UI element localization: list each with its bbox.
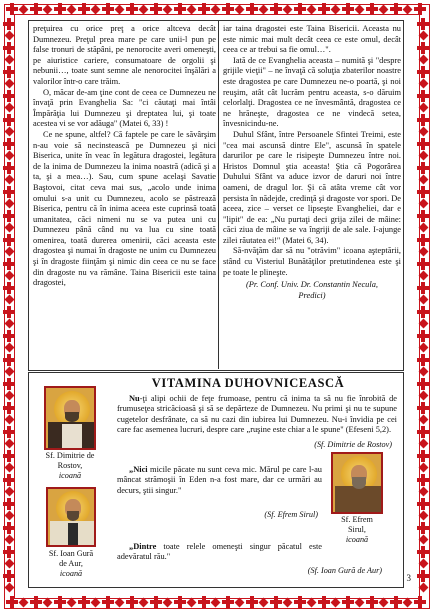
border-cross-ornament: [3, 306, 15, 318]
border-cross-ornament: [414, 3, 426, 15]
border-cross-ornament: [417, 306, 429, 318]
border-cross-ornament: [417, 498, 429, 510]
signature-line: Predici): [298, 290, 326, 300]
border-cross-ornament: [126, 596, 138, 608]
border-cross-ornament: [78, 596, 90, 608]
article-right-column: [223, 24, 401, 367]
border-cross-ornament: [126, 3, 138, 15]
quote-text: [117, 542, 322, 563]
border-cross-ornament: [150, 596, 162, 608]
border-cross-ornament: [246, 3, 258, 15]
article-paragraph: Ce ne spune, altfel? Că faptele pe care le săvârşim n-au voie să necinstească pe Dumnezeu şi nici Biserica, unite în veac în legătura dragostei, legătura de la inima de Dumnezeu la inima noastră (adică şi a ta, şi a mea…). Sau, cum spune acelaşi Savatie Baştovoi, citat ceva mai sus, „acolo unde inima omului s-a unit cu Dumnezeu, acolo se păstrează Biserica, pentru că în inima aceea este cuprinsă toată umanitatea, căci nimeni nu se va putea uni cu Dumnezeu până când nu va lua cu sine toată omenirea, toată durerea omenirii, căci aceasta este dragostea şi numai în dragoste ne unim cu Dumnezeu şi în dragoste fiinţăm şi nimic din ceea ce nu se face din dragoste nu va rămâne. Taina Bisericii este taina dragostei,: [33, 129, 216, 288]
border-cross-ornament: [198, 596, 210, 608]
border-cross-ornament: [3, 354, 15, 366]
caption-icon-label: icoană: [345, 535, 369, 544]
border-cross-ornament: [414, 596, 426, 608]
border-cross-ornament: [417, 138, 429, 150]
border-cross-ornament: [417, 354, 429, 366]
border-cross-ornament: [3, 234, 15, 246]
border-cross-ornament: [417, 90, 429, 102]
border-cross-ornament: [417, 42, 429, 54]
quote-attribution: (Sf. Efrem Sirul): [264, 510, 318, 519]
border-cross-ornament: [6, 3, 18, 15]
border-cross-ornament: [417, 234, 429, 246]
border-cross-ornament: [3, 546, 15, 558]
border-cross-ornament: [3, 258, 15, 270]
border-cross-ornament: [3, 498, 15, 510]
border-cross-ornament: [417, 426, 429, 438]
border-cross-ornament: [417, 522, 429, 534]
quote-attribution: (Sf. Ioan Gură de Aur): [307, 566, 382, 575]
border-cross-ornament: [417, 258, 429, 270]
quote-lead-word: „Dintre: [129, 542, 157, 551]
border-cross-ornament: [294, 596, 306, 608]
border-cross-ornament: [150, 3, 162, 15]
section-title: VITAMINA DUHOVNICEASCĂ: [151, 376, 345, 390]
saint-dimitrie-icon: [44, 386, 96, 450]
quote-lead-word: „Nici: [129, 465, 148, 474]
caption-saint-name: de Aur,: [59, 559, 83, 568]
saint-efrem-icon: [331, 452, 383, 514]
border-cross-ornament: [102, 3, 114, 15]
border-cross-ornament: [390, 596, 402, 608]
caption-icon-label: icoană: [58, 471, 82, 480]
border-cross-ornament: [342, 3, 354, 15]
border-cross-ornament: [3, 114, 15, 126]
border-cross-ornament: [222, 3, 234, 15]
border-cross-ornament: [417, 546, 429, 558]
border-cross-ornament: [318, 596, 330, 608]
border-cross-ornament: [417, 378, 429, 390]
icon-caption: [326, 515, 388, 545]
border-cross-ornament: [3, 186, 15, 198]
article-paragraph: Să-nvăţăm dar să nu "otrăvim" icoana aşteptării, stând cu Visteriul Bunătăţilor pretutindenea este şi pe toate le plineşte.: [223, 246, 401, 277]
border-cross-ornament: [417, 402, 429, 414]
border-cross-ornament: [294, 3, 306, 15]
border-cross-ornament: [3, 378, 15, 390]
border-cross-ornament: [3, 18, 15, 30]
border-cross-ornament: [3, 162, 15, 174]
caption-saint-name: Sf. Dimitrie de: [45, 451, 95, 460]
border-cross-ornament: [3, 474, 15, 486]
caption-saint-name: Sirul,: [348, 525, 366, 534]
border-cross-ornament: [3, 66, 15, 78]
caption-saint-name: Sf. Ioan Gură: [48, 549, 94, 558]
border-cross-ornament: [3, 570, 15, 582]
border-cross-ornament: [270, 596, 282, 608]
border-cross-ornament: [417, 186, 429, 198]
article-paragraph: Iată de ce Evanghelia aceasta – numită şi "despre grijile vieţii" – ne învaţă că soluţia zbaterilor noastre este dragostea pe care Dumnezeu ne-o poartă, şi noi reuşim, atât cât lucrăm pentru aceasta, s-o dăruim celorlalţi. Dragostea ce ne învesmântă, dragostea ce ne hrăneşte, dragostea ce ne vindecă setea, învesnicindu-ne.: [223, 55, 401, 129]
border-cross-ornament: [417, 330, 429, 342]
border-cross-ornament: [3, 330, 15, 342]
border-cross-ornament: [318, 3, 330, 15]
border-cross-ornament: [3, 522, 15, 534]
border-cross-ornament: [3, 450, 15, 462]
border-cross-ornament: [270, 3, 282, 15]
article-paragraph: preţuirea cu orice preţ a orice altceva decât Dumnezeu. Preţul prea mare pe care unii-l pun pe false tronuri de stăpâni, pe nenorocite averi omeneşti, pe aiuristice cariere, consumatoare de orgolii şi nebunii…, toate sunt semne ale nenorocitei înşălări a valorilor într-o care trăim.: [33, 24, 216, 86]
border-cross-ornament: [222, 596, 234, 608]
border-cross-ornament: [198, 3, 210, 15]
caption-saint-name: Rostov,: [57, 461, 83, 470]
border-cross-ornament: [417, 570, 429, 582]
border-cross-ornament: [417, 282, 429, 294]
border-cross-ornament: [246, 596, 258, 608]
border-cross-ornament: [3, 426, 15, 438]
border-cross-ornament: [417, 114, 429, 126]
caption-icon-label: icoană: [59, 569, 83, 578]
border-cross-ornament: [417, 474, 429, 486]
border-cross-ornament: [6, 596, 18, 608]
quote-attribution: (Sf. Dimitrie de Rostov): [314, 440, 392, 449]
signature-line: (Pr. Conf. Univ. Dr. Constantin Necula,: [246, 280, 378, 290]
caption-saint-name: Sf. Efrem: [341, 515, 373, 524]
quote-body: micile păcate nu sunt ceva mic. Mărul pe care l-au mâncat strămoşii în Eden n-a fost mare, dar ce urmări au decurs, ştii singur.": [117, 465, 322, 495]
border-cross-ornament: [417, 66, 429, 78]
page-number: 3: [406, 573, 411, 583]
border-cross-ornament: [417, 18, 429, 30]
article-paragraph: Duhul Sfânt, între Persoanele Sfintei Treimi, este "cea mai ascunsă dintre Ele", ascunsă în spatele darurilor pe care le risipeşte Dumnezeu între noi. Hristos Domnul ştia aceasta! Ştia că Pogorârea Duhului Sfânt va aduce izvor de daruri noi între oameni, de dragul lor. Şi că atâta vreme cât vor persista în nădejde, credinţă şi dragoste vor spori. De aceea, zice – verset ce lipseşte Evangheliei, dar e "lipit" de ea: „Nu purtaţi deci grija zilei de mâine: căci ziua de mâine se va îngriji de ale sale. I-ajunge zilei răutatea ei!" (Matei 6, 34).: [223, 129, 401, 245]
border-cross-ornament: [3, 282, 15, 294]
border-cross-ornament: [3, 90, 15, 102]
border-cross-ornament: [174, 596, 186, 608]
article-paragraph: iar taina dragostei este Taina Bisericii. Aceasta nu este nimic mai mult decât ceea ce este omul, decât ceea ce ar trebui sa fie omul…".: [223, 24, 401, 55]
border-cross-ornament: [342, 596, 354, 608]
border-cross-ornament: [174, 3, 186, 15]
quote-text: [117, 394, 397, 436]
border-cross-ornament: [30, 596, 42, 608]
border-cross-ornament: [417, 450, 429, 462]
icon-caption: [34, 549, 108, 579]
border-cross-ornament: [417, 162, 429, 174]
quote-body: toate relele omeneşti singur păcatul este adevăratul rău.": [117, 542, 322, 562]
border-cross-ornament: [366, 596, 378, 608]
article-signature: [223, 280, 401, 301]
column-divider: [218, 20, 219, 369]
border-cross-ornament: [3, 42, 15, 54]
border-cross-ornament: [3, 138, 15, 150]
icon-caption: [34, 451, 106, 481]
border-cross-ornament: [390, 3, 402, 15]
quote-lead-word: Nu: [129, 394, 140, 403]
article-paragraph: O, măcar de-am ţine cont de ceea ce Dumnezeu ne învaţă prin Evanghelia Sa: "ci căutaţi mai întâi Împărăţia lui Dumnezeu şi dreptatea lui, şi toate acestea vi se vor adăuga" (Matei 6, 33) !: [33, 87, 216, 129]
border-cross-ornament: [366, 3, 378, 15]
border-cross-ornament: [54, 3, 66, 15]
border-cross-ornament: [3, 402, 15, 414]
quote-body: -ţi alipi ochii de feţe frumoase, pentru că inima ta să nu fie înrobită de frumuseţea stricăcioasă şi să se depărteze de Dumnezeu. Nu primi şi nu te supune cugetelor desfrânate, ca să nu cazi din iubirea lui Dumnezeu. Nu-i învidia pe cei care fac asemenea lucruri, despre care „ruşine este chiar a le spune" (Efeseni 5,2).: [117, 394, 397, 435]
border-cross-ornament: [417, 210, 429, 222]
border-cross-ornament: [3, 210, 15, 222]
saint-ioan-icon: [46, 487, 96, 547]
border-cross-ornament: [78, 3, 90, 15]
article-left-column: [33, 24, 216, 367]
border-cross-ornament: [54, 596, 66, 608]
quote-text: [117, 465, 322, 496]
border-cross-ornament: [30, 3, 42, 15]
border-cross-ornament: [102, 596, 114, 608]
